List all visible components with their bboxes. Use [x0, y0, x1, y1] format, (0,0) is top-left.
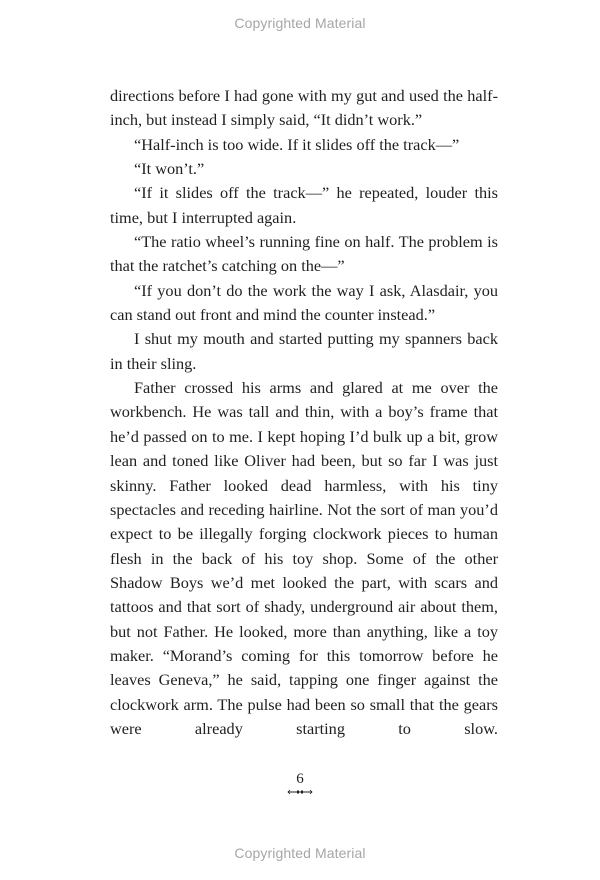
page-number: 6 — [296, 771, 304, 787]
paragraph: “If you don’t do the work the way I ask, Alasdair, you can stand out front and mind the counter instead.” — [110, 280, 498, 325]
copyright-watermark-top: Copyrighted Material — [234, 15, 366, 31]
paragraph: “It won’t.” — [134, 159, 205, 179]
paragraph: Father crossed his arms and glared at me over the workbench. He was tall and thin, with a boy’s frame that he’d passed on to me. I kept hoping I’d bulk up a bit, grow lean and toned like Oliver had been, but so far I was just skinny. Father looked dead harmless, with his tiny spectacles and receding hairline. Not the sort of man you’d expect to be illegally forging clockwork pieces to human flesh in the back of his toy shop. Some of the other Shadow Boys we’d met looked the part, with scars and tattoos and that sort of shady, underground air about them, but not Father. He looked, more than anything, like a toy maker. “Morand’s coming for this tomorrow before he leaves Geneva,” he said, tapping one finger against the clockwork arm. The pulse had been so small that the gears were already starting to slow. — [110, 378, 498, 738]
paragraph: directions before I had gone with my gut and used the half-inch, but instead I simply said, “It didn’t work.” — [110, 86, 498, 130]
paragraph: I shut my mouth and started putting my spanners back in their sling. — [110, 329, 498, 373]
page-folio — [0, 770, 600, 796]
paragraph: “The ratio wheel’s running fine on half. The problem is that the ratchet’s catching on the—” — [110, 232, 498, 276]
paragraph: “If it slides off the track—” he repeated, louder this time, but I interrupted again. — [110, 183, 498, 227]
body-text — [110, 84, 498, 741]
fleuron-ornament-icon — [287, 788, 313, 796]
copyright-watermark-bottom: Copyrighted Material — [234, 845, 366, 861]
paragraph: “Half-inch is too wide. If it slides off the track—” — [134, 134, 460, 154]
